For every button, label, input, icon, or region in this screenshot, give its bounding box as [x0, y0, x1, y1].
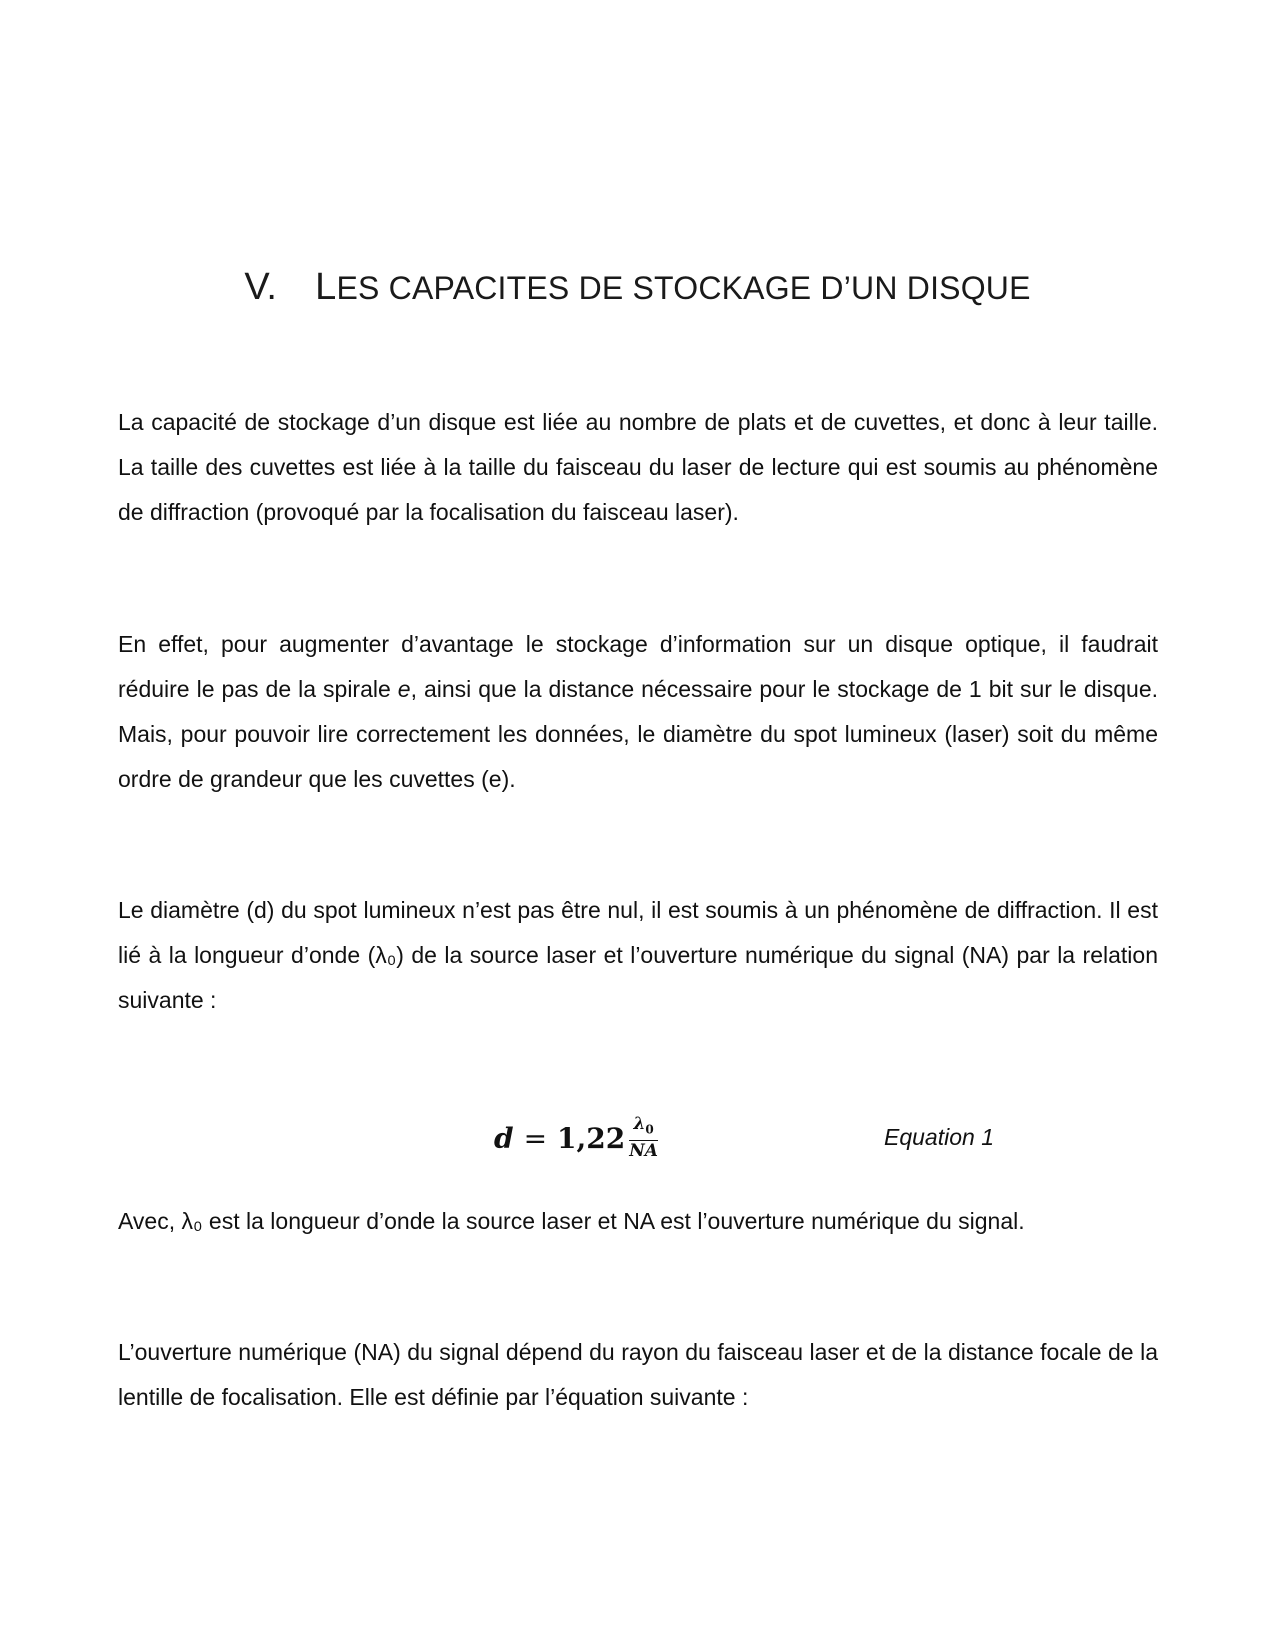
- section-title-initial: L: [315, 266, 337, 308]
- paragraph-equation-explanation: Avec, λ₀ est la longueur d’onde la source laser et NA est l’ouverture numérique du signal.: [118, 1208, 1025, 1234]
- paragraph-spiral-pitch-italic-e: e: [397, 676, 411, 702]
- equation-coefficient: 1,22: [557, 1121, 626, 1155]
- equation-fraction: [629, 1115, 658, 1161]
- equation-numerator: [633, 1115, 653, 1139]
- paragraph-spiral-pitch: [118, 622, 1158, 802]
- paragraph-spiral-pitch-text-2: , ainsi que la distance nécessaire pour le stockage de 1 bit sur le disque. Mais, pour pouvoir lire correctement les données, le diamètre du spot lumineux (laser) soit du même ordre de grandeur que les cuvettes (e).: [118, 676, 1158, 792]
- paragraph-spiral-pitch-text-1: En effet, pour augmenter d’avantage le stockage d’information sur un disque optique, il faudrait réduire le pas de la spirale: [118, 631, 1158, 702]
- equation-numerator-subscript: 0: [645, 1122, 654, 1137]
- equation-denominator: NA: [629, 1141, 658, 1162]
- section-number: V.: [244, 266, 278, 308]
- section-heading: [0, 266, 1275, 309]
- equation-label: Equation 1: [884, 1124, 994, 1150]
- paragraph-spot-diameter: Le diamètre (d) du spot lumineux n’est pas être nul, il est soumis à un phénomène de diffraction. Il est lié à la longueur d’onde (λ₀) de la source laser et l’ouverture numérique du signal (NA) par la relation suivante :: [118, 897, 1158, 1013]
- paragraph-storage-capacity: La capacité de stockage d’un disque est liée au nombre de plats et de cuvettes, et donc à leur taille. La taille des cuvettes est liée à la taille du faisceau du laser de lecture qui est soumis au phénomène de diffraction (provoqué par la focalisation du faisceau laser).: [118, 409, 1158, 525]
- equation-lhs: d: [494, 1121, 514, 1155]
- equation-numerator-symbol: λ: [633, 1113, 646, 1134]
- section-title-rest: ES CAPACITES DE STOCKAGE D’UN DISQUE: [336, 270, 1031, 306]
- diffraction-equation: [494, 1108, 658, 1168]
- equation-equals: =: [523, 1121, 548, 1155]
- paragraph-numerical-aperture: L’ouverture numérique (NA) du signal dépend du rayon du faisceau laser et de la distance focale de la lentille de focalisation. Elle est définie par l’équation suivante :: [118, 1339, 1158, 1410]
